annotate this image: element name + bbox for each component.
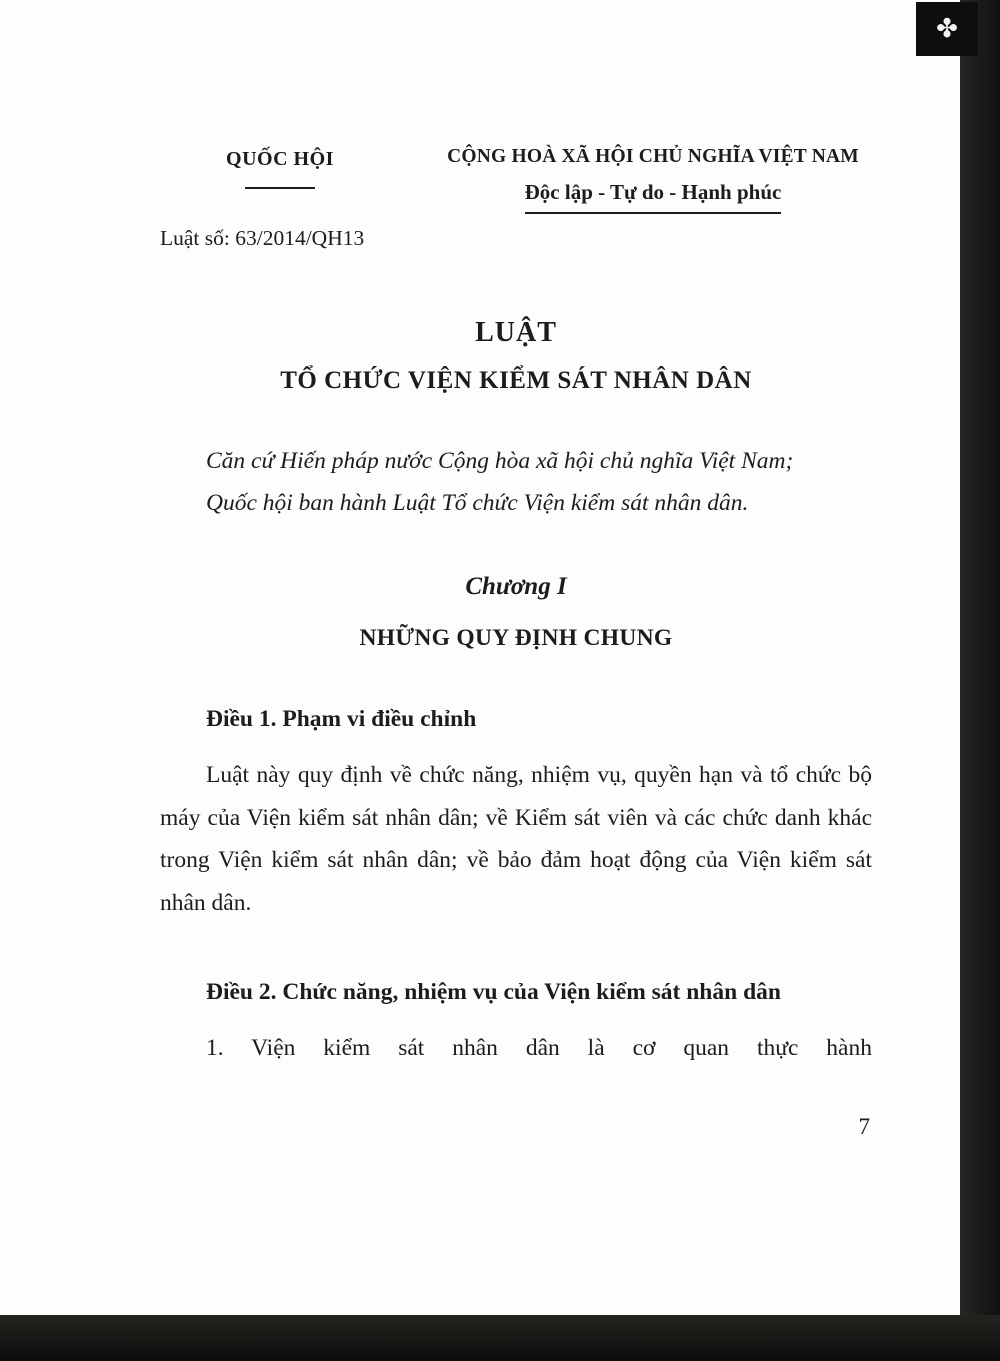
article-1-heading: Điều 1. Phạm vi điều chỉnh <box>206 705 477 732</box>
article-1 <box>160 698 872 925</box>
nation-motto: Độc lập - Tự do - Hạnh phúc <box>525 180 782 214</box>
preamble-paragraph-2: Quốc hội ban hành Luật Tổ chức Viện kiểm sát nhân dân. <box>206 489 749 516</box>
document-title <box>160 317 872 395</box>
title-line-1: LUẬT <box>475 317 557 348</box>
flower-icon: ✤ <box>936 14 958 44</box>
chapter-title: NHỮNG QUY ĐỊNH CHUNG <box>359 624 673 651</box>
chapter-number: Chương I <box>465 572 567 600</box>
article-2-heading: Điều 2. Chức năng, nhiệm vụ của Viện kiểm sát nhân dân <box>206 979 781 1006</box>
law-number: Luật số: 63/2014/QH13 <box>160 226 365 250</box>
header-issuer-block <box>160 146 400 189</box>
issuer-name: QUỐC HỘI <box>226 148 334 170</box>
article-2-body: 1. Viện kiểm sát nhân dân là cơ quan thực hành <box>206 1035 872 1062</box>
issuer-rule <box>245 187 315 189</box>
document-header <box>160 146 872 214</box>
title-line-2: TỔ CHỨC VIỆN KIỂM SÁT NHÂN DÂN <box>280 367 752 394</box>
page-number: 7 <box>858 1114 870 1140</box>
scan-edge-bottom <box>0 1315 1000 1361</box>
corner-badge <box>916 2 978 56</box>
preamble <box>160 441 872 525</box>
preamble-paragraph-1: Căn cứ Hiến pháp nước Cộng hòa xã hội chủ nghĩa Việt Nam; <box>206 448 794 474</box>
chapter-heading <box>160 573 872 652</box>
article-1-body: Luật này quy định về chức năng, nhiệm vụ, quyền hạn và tổ chức bộ máy của Viện kiểm sát nhân dân; về Kiểm sát viên và các chức danh khác trong Viện kiểm sát nhân dân; về bảo đảm hoạt động của Viện kiểm sát nhân dân. <box>160 761 872 917</box>
header-nation-block <box>434 146 872 214</box>
scan-edge-right <box>960 0 1000 1361</box>
article-2 <box>160 971 872 1070</box>
page-content <box>160 146 872 1140</box>
nation-title: CỘNG HOÀ XÃ HỘI CHỦ NGHĨA VIỆT NAM <box>447 146 859 167</box>
